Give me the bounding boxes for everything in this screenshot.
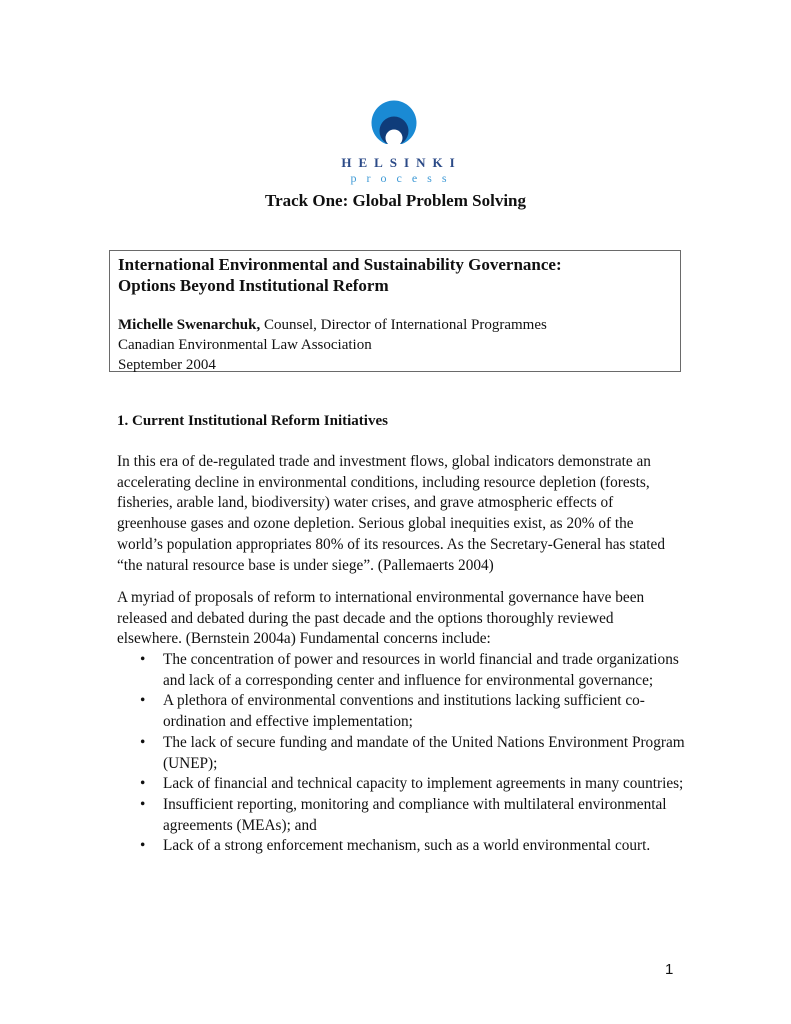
author-role: Counsel, Director of International Programmes xyxy=(260,317,547,333)
page-number: 1 xyxy=(665,961,674,978)
list-item-text: Lack of financial and technical capacity to implement agreements in many countries; xyxy=(163,775,684,793)
concerns-list xyxy=(117,650,687,857)
helsinki-process-logo-icon xyxy=(371,100,417,146)
section-heading: 1. Current Institutional Reform Initiatives xyxy=(117,413,388,429)
bullet-icon: • xyxy=(140,733,146,751)
list-item-text: The lack of secure funding and mandate of the United Nations Environment Program (UNEP); xyxy=(163,733,685,772)
bullet-icon: • xyxy=(140,651,146,668)
document-title-line1: International Environmental and Sustainability Governance: xyxy=(118,255,562,274)
list-item-text: Insufficient reporting, monitoring and compliance with multilateral environmental agreements (MEAs); and xyxy=(163,795,667,834)
author-line xyxy=(118,315,672,335)
organization: Canadian Environmental Law Association xyxy=(118,337,372,353)
bullet-icon: • xyxy=(140,692,146,710)
list-item-text: A plethora of environmental conventions and institutions lacking sufficient co-ordination and effective implementation; xyxy=(163,692,645,731)
bullet-icon: • xyxy=(140,795,146,813)
list-item xyxy=(117,836,687,857)
author-name: Michelle Swenarchuk, xyxy=(118,317,261,333)
paragraph-2: A myriad of proposals of reform to international environmental governance have been released and debated during the past decade and the options thoroughly reviewed elsewhere. (Bernstein 2004a) Fundamental concerns include: xyxy=(117,589,645,648)
paragraph-1: In this era of de-regulated trade and investment flows, global indicators demonstrate an accelerating decline in environmental conditions, including resource depletion (forests, fisheries, arable land, biodiversity) water crises, and grave atmospheric effects of greenhouse gases and ozone depletion. Serious global inequities exist, as 20% of the world’s population appropriates 80% of its resources. As the Secretary-General has stated “the natural resource base is under siege”. (Pallemaerts 2004) xyxy=(117,453,665,574)
logo-wordmark: HELSINKI xyxy=(341,155,462,170)
logo-subtitle: process xyxy=(350,171,457,185)
list-item xyxy=(117,691,687,732)
list-item xyxy=(117,774,687,795)
list-item-text: The concentration of power and resources in world financial and trade organizations and lack of a corresponding center and influence for environmental governance; xyxy=(163,651,679,689)
list-item xyxy=(117,733,687,774)
title-box xyxy=(109,250,681,372)
document-title-line2: Options Beyond Institutional Reform xyxy=(118,276,389,295)
list-item-text: Lack of a strong enforcement mechanism, such as a world environmental court. xyxy=(163,837,651,855)
track-title: Track One: Global Problem Solving xyxy=(265,191,526,210)
list-item xyxy=(117,795,687,836)
date: September 2004 xyxy=(118,357,216,373)
list-item xyxy=(117,650,687,691)
bullet-icon: • xyxy=(140,775,146,793)
bullet-icon: • xyxy=(140,837,146,855)
